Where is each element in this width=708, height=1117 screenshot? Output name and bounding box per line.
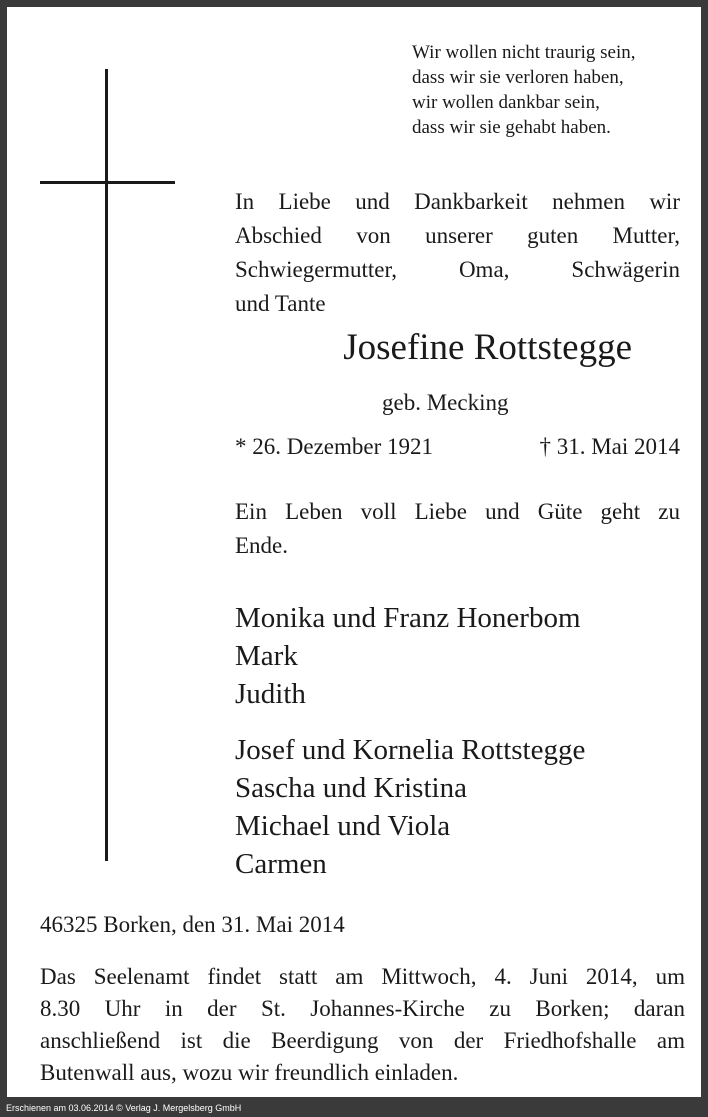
poem-line: wir wollen dankbar sein,	[412, 92, 600, 113]
mourners-group-2	[235, 731, 585, 883]
service-line: anschließend ist die Beerdigung von der Friedhofshalle am	[40, 1028, 685, 1053]
place-and-date: 46325 Borken, den 31. Mai 2014	[40, 912, 345, 937]
mourner-entry: Michael und Viola	[235, 810, 451, 842]
intro-line: In Liebe und Dankbarkeit nehmen wir	[235, 189, 680, 214]
intro-line: und Tante	[235, 291, 326, 316]
intro-line: Abschied von unserer guten Mutter,	[235, 223, 680, 248]
cross-vertical-bar	[105, 69, 108, 861]
publication-footer	[0, 1100, 708, 1117]
mourner-entry: Josef und Kornelia Rottstegge	[235, 734, 586, 766]
life-quote	[235, 495, 680, 563]
service-line: Das Seelenamt findet statt am Mittwoch, 4. Juni 2014, um	[40, 964, 685, 989]
mourners-group-1	[235, 599, 581, 713]
death-date: † 31. Mai 2014	[539, 434, 680, 459]
mourner-entry: Carmen	[235, 848, 327, 880]
poem-verse	[412, 40, 635, 140]
intro-line: Schwiegermutter, Oma, Schwägerin	[235, 257, 680, 282]
publication-credit: Erschienen am 03.06.2014 © Verlag J. Mergelsberg GmbH	[6, 1103, 242, 1113]
life-quote-line: Ende.	[235, 533, 289, 558]
mourner-entry: Monika und Franz Honerbom	[235, 602, 581, 634]
mourner-entry: Mark	[235, 640, 298, 672]
service-info	[40, 961, 685, 1089]
service-line: 8.30 Uhr in der St. Johannes-Kirche zu Borken; daran	[40, 996, 685, 1021]
deceased-name: Josefine Rottstegge	[343, 327, 632, 368]
intro-text	[235, 185, 680, 321]
cross-horizontal-bar	[40, 181, 175, 184]
service-line: Butenwall aus, wozu wir freundlich einladen.	[40, 1060, 459, 1085]
maiden-name: geb. Mecking	[382, 390, 509, 415]
poem-line: dass wir sie gehabt haben.	[412, 117, 611, 138]
poem-line: Wir wollen nicht traurig sein,	[412, 42, 636, 63]
birth-date: * 26. Dezember 1921	[235, 434, 433, 459]
poem-line: dass wir sie verloren haben,	[412, 67, 624, 88]
life-quote-line: Ein Leben voll Liebe und Güte geht zu	[235, 499, 680, 524]
mourner-entry: Sascha und Kristina	[235, 772, 467, 804]
mourner-entry: Judith	[235, 678, 306, 710]
